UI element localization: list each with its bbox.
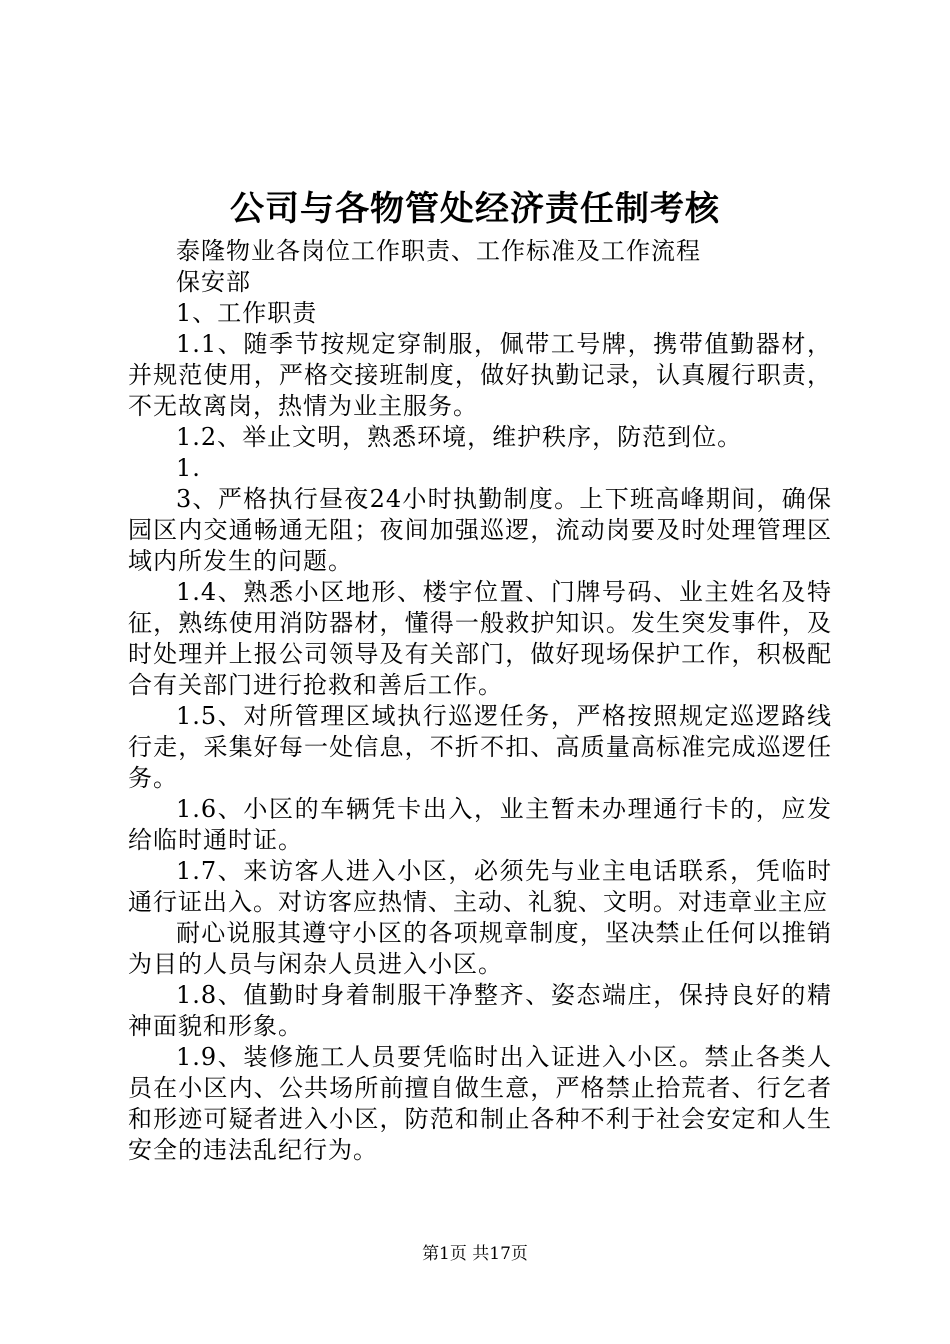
paragraph-item-1-8: 1.8、值勤时身着制服干净整齐、姿态端庄，保持良好的精神面貌和形象。 (128, 981, 832, 1040)
paragraph-item-1-6: 1.6、小区的车辆凭卡出入，业主暂未办理通行卡的，应发给临时通时证。 (128, 795, 832, 854)
paragraph-item-1-4: 1.4、熟悉小区地形、楼宇位置、门牌号码、业主姓名及特征，熟练使用消防器材，懂得一般救护知识。发生突发事件，及时处理并上报公司领导及有关部门，做好现场保护工作，积极配合有关部门进行抢救和善后工作。 (128, 578, 832, 699)
paragraph-item-1-9: 1.9、装修施工人员要凭临时出入证进入小区。禁止各类人员在小区内、公共场所前擅自做生意，严格禁止拾荒者、行乞者和形迹可疑者进入小区，防范和制止各种不利于社会安定和人生安全的违法乱纪行为。 (128, 1043, 832, 1164)
document-body (128, 236, 832, 1166)
paragraph-item-1-2: 1.2、举止文明，熟悉环境，维护秩序，防范到位。 (176, 423, 743, 451)
paragraph-subtitle: 泰隆物业各岗位工作职责、工作标准及工作流程 (176, 237, 701, 265)
paragraph-item-1-3: 3、严格执行昼夜24小时执勤制度。上下班高峰期间，确保园区内交通畅通无阻；夜间加强巡逻，流动岗要及时处理管理区域内所发生的问题。 (128, 485, 832, 575)
paragraph-item-1-1: 1.1、随季节按规定穿制服，佩带工号牌，携带值勤器材，并规范使用，严格交接班制度，做好执勤记录，认真履行职责，不无故离岗，热情为业主服务。 (128, 330, 832, 420)
paragraph-department: 保安部 (176, 268, 251, 296)
paragraph-item-1-5: 1.5、对所管理区域执行巡逻任务，严格按照规定巡逻路线行走，采集好每一处信息，不折不扣、高质量高标准完成巡逻任务。 (128, 702, 832, 792)
paragraph-item-1-fragment: 1. (176, 454, 201, 482)
page-footer: 第1页 共17页 (422, 1244, 528, 1264)
paragraph-item-1-7: 1.7、来访客人进入小区，必须先与业主电话联系，凭临时通行证出入。对访客应热情、主动、礼貌、文明。对违章业主应 (128, 857, 832, 916)
page-title: 公司与各物管处经济责任制考核 (230, 189, 720, 229)
paragraph-section-heading: 1、工作职责 (176, 299, 318, 327)
paragraph-item-1-7-cont: 耐心说服其遵守小区的各项规章制度，坚决禁止任何以推销为目的人员与闲杂人员进入小区。 (128, 919, 832, 978)
